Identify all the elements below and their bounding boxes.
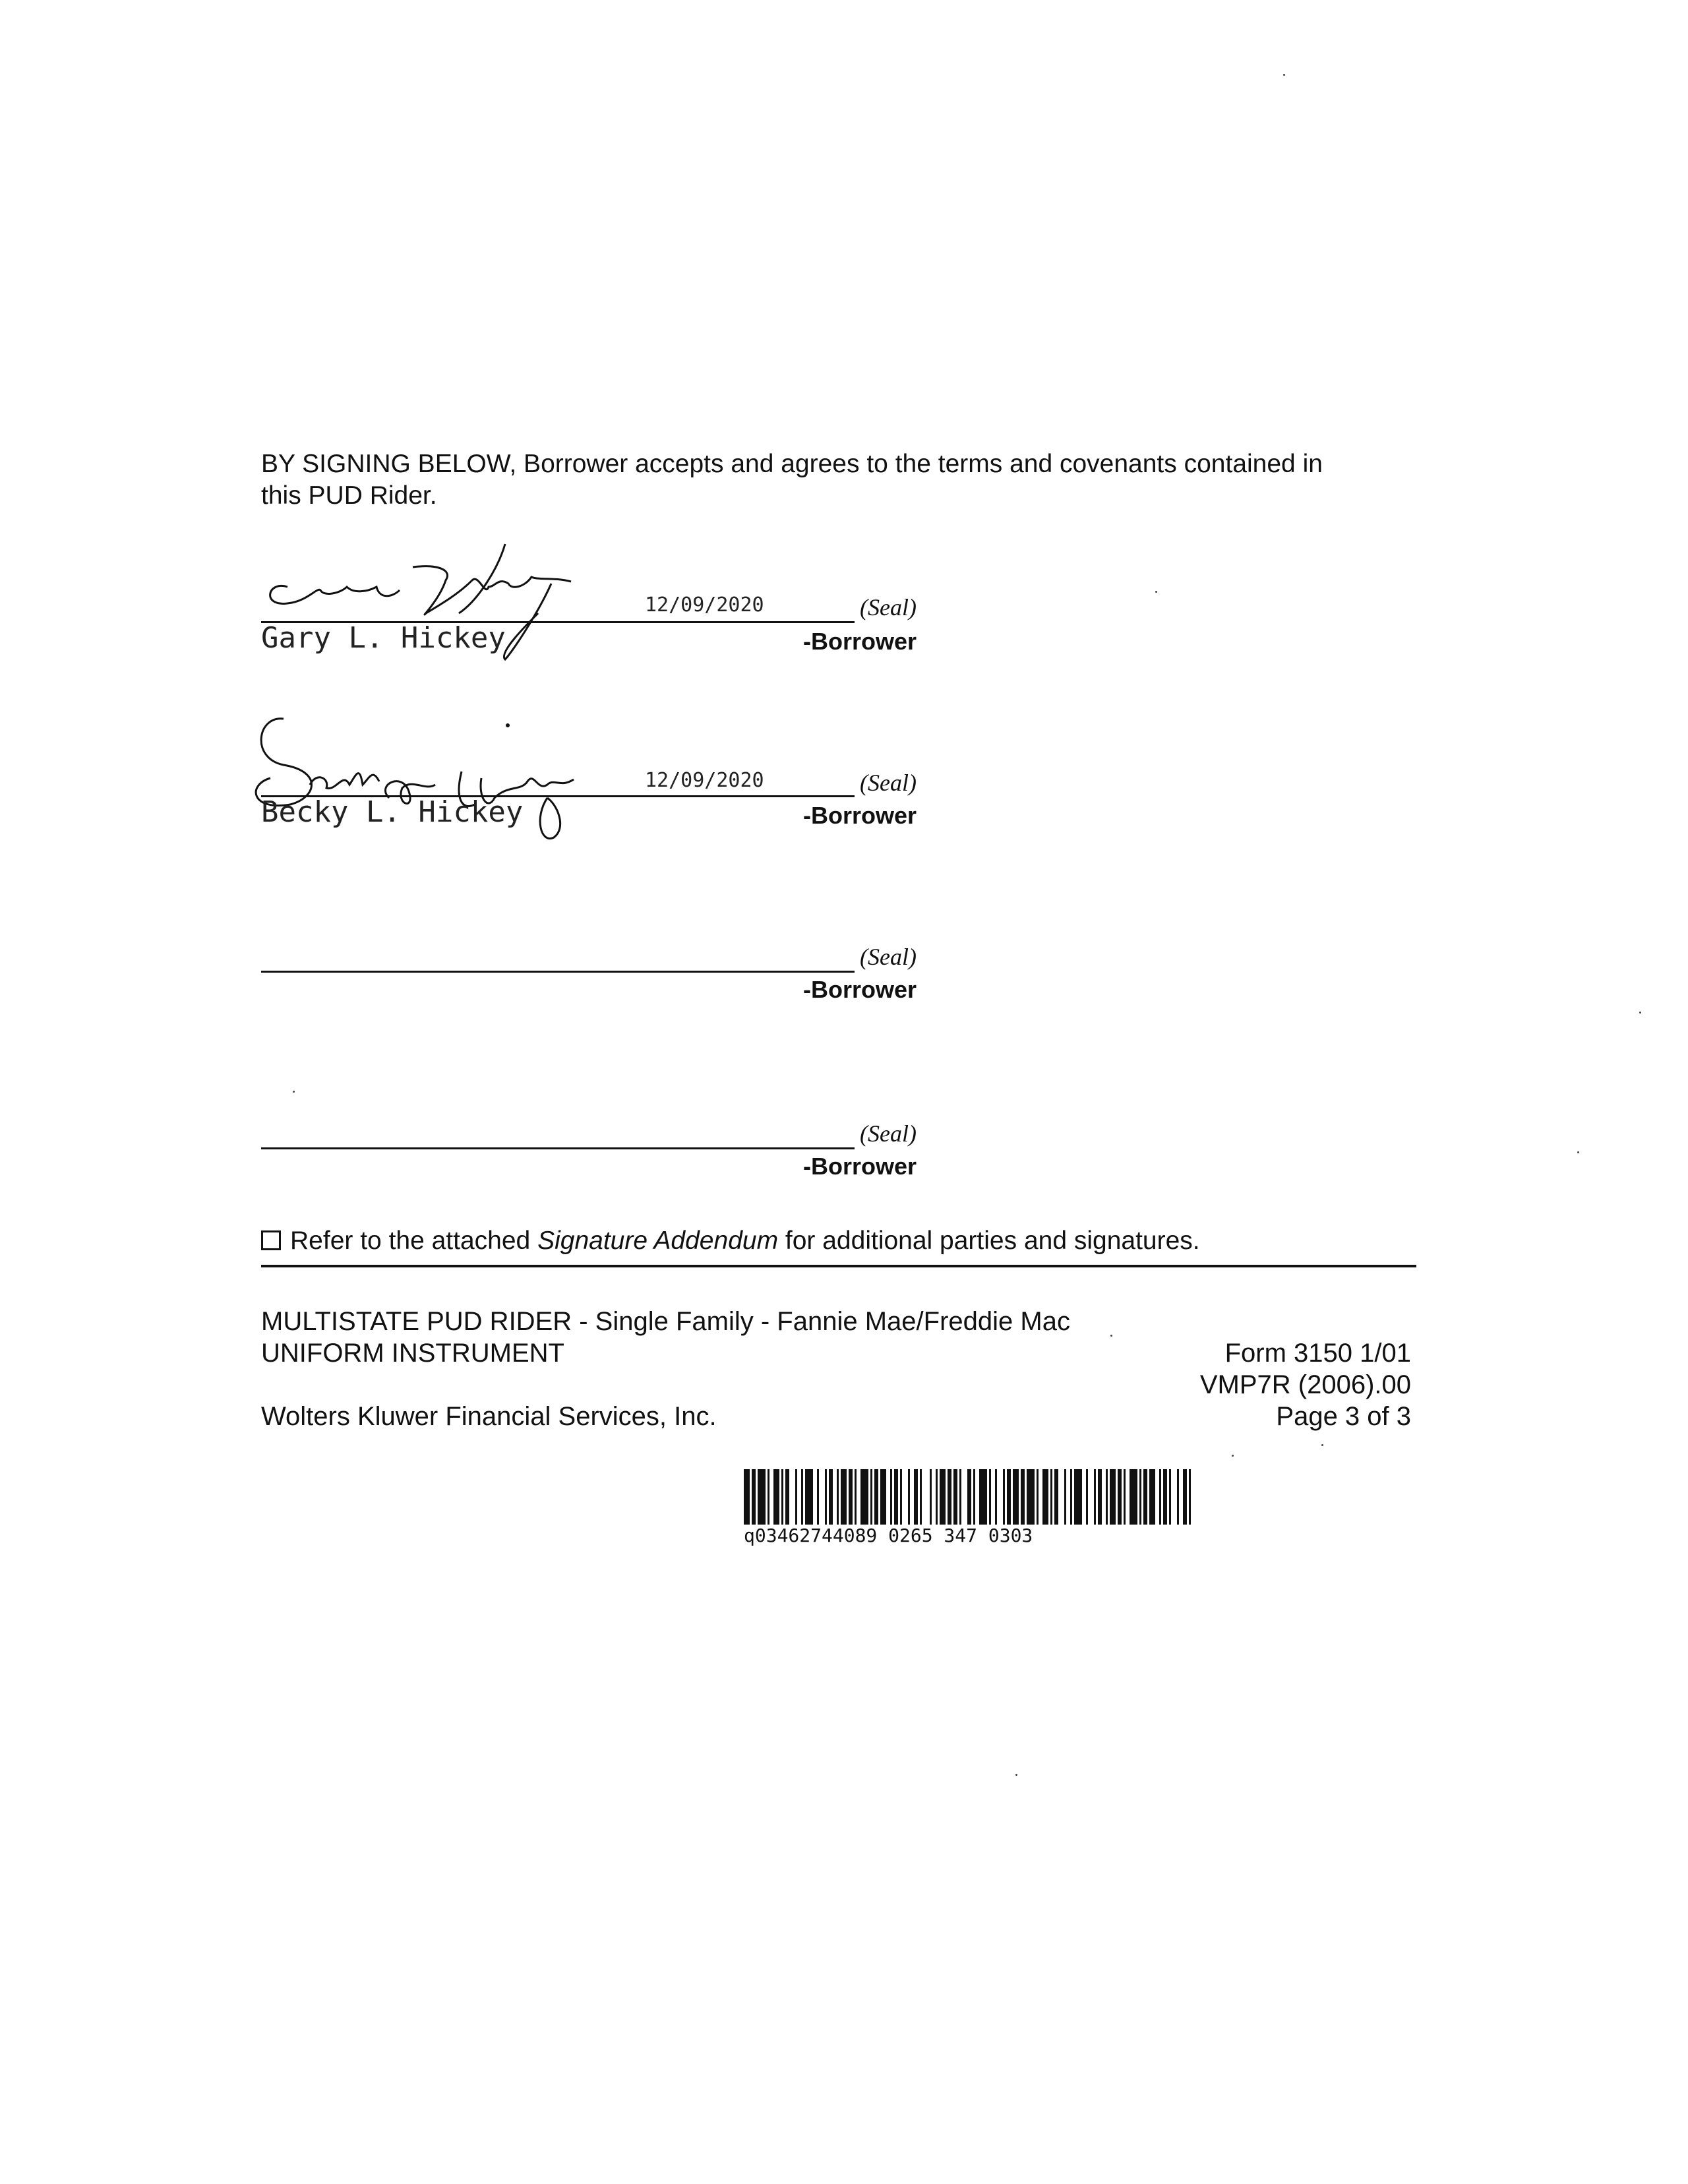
barcode-bar bbox=[948, 1469, 951, 1525]
barcode-bar bbox=[829, 1469, 833, 1525]
barcode-bar bbox=[890, 1469, 892, 1525]
signature-becky bbox=[244, 706, 640, 851]
barcode-bar bbox=[1139, 1469, 1141, 1525]
barcode-bar bbox=[785, 1469, 789, 1525]
barcode-bar bbox=[1007, 1469, 1011, 1525]
barcode-bar bbox=[849, 1469, 853, 1525]
barcode-bar bbox=[1124, 1469, 1126, 1525]
barcode-bar bbox=[973, 1469, 975, 1525]
footer-page: Page 3 of 3 bbox=[1276, 1402, 1411, 1431]
barcode-bar bbox=[752, 1469, 756, 1525]
barcode-bar bbox=[1027, 1469, 1035, 1525]
borrower-label-1: -Borrower bbox=[803, 628, 917, 655]
barcode-bar bbox=[920, 1469, 922, 1525]
scan-speck bbox=[1639, 1012, 1641, 1014]
addendum-suffix: for additional parties and signatures. bbox=[778, 1227, 1200, 1255]
barcode-bar bbox=[1183, 1469, 1187, 1525]
barcode-bar bbox=[959, 1469, 961, 1525]
barcode-bar bbox=[1074, 1469, 1082, 1525]
addendum-italic: Signature Addendum bbox=[537, 1227, 779, 1255]
barcode-bar bbox=[894, 1469, 898, 1525]
barcode bbox=[744, 1469, 1197, 1525]
scan-speck bbox=[1232, 1455, 1234, 1457]
borrower-label-2: -Borrower bbox=[803, 802, 917, 829]
barcode-bar bbox=[1086, 1469, 1088, 1525]
barcode-bar bbox=[1070, 1469, 1072, 1525]
barcode-bar bbox=[1064, 1469, 1066, 1525]
scan-speck bbox=[1577, 1151, 1579, 1153]
barcode-bar bbox=[989, 1469, 991, 1525]
barcode-bar bbox=[837, 1469, 839, 1525]
barcode-bar bbox=[825, 1469, 827, 1525]
addendum-prefix: Refer to the attached bbox=[290, 1227, 538, 1255]
scan-speck bbox=[1321, 1444, 1323, 1446]
printed-name-becky: Becky L. Hickey bbox=[261, 795, 524, 829]
barcode-bar bbox=[1037, 1469, 1039, 1525]
scan-speck bbox=[1283, 74, 1285, 76]
barcode-bar bbox=[874, 1469, 878, 1525]
scan-speck bbox=[1110, 1335, 1112, 1337]
signature-line-3 bbox=[261, 971, 855, 973]
barcode-bar bbox=[995, 1469, 997, 1525]
borrower-label-3: -Borrower bbox=[803, 976, 917, 1003]
footer-rule bbox=[261, 1265, 1416, 1267]
seal-label-1: (Seal) bbox=[860, 594, 917, 621]
barcode-bar bbox=[817, 1469, 819, 1525]
barcode-bar bbox=[758, 1469, 766, 1525]
barcode-bar bbox=[940, 1469, 946, 1525]
barcode-bar bbox=[744, 1469, 750, 1525]
barcode-bar bbox=[773, 1469, 779, 1525]
intro-line-2: this PUD Rider. bbox=[261, 481, 437, 510]
barcode-bar bbox=[841, 1469, 847, 1525]
barcode-bar bbox=[1159, 1469, 1161, 1525]
barcode-bar bbox=[860, 1469, 868, 1525]
printed-name-gary: Gary L. Hickey bbox=[261, 621, 506, 655]
barcode-bar bbox=[781, 1469, 783, 1525]
barcode-bar bbox=[801, 1469, 803, 1525]
barcode-number: q03462744089 0265 347 0303 bbox=[744, 1525, 1033, 1546]
signature-date-becky: 12/09/2020 bbox=[645, 769, 764, 792]
barcode-bar bbox=[1163, 1469, 1167, 1525]
borrower-label-4: -Borrower bbox=[803, 1153, 917, 1180]
barcode-bar bbox=[930, 1469, 932, 1525]
barcode-bar bbox=[1106, 1469, 1108, 1525]
footer-instrument: UNIFORM INSTRUMENT bbox=[261, 1339, 564, 1368]
barcode-bar bbox=[795, 1469, 797, 1525]
footer-title: MULTISTATE PUD RIDER - Single Family - Fannie Mae/Freddie Mac bbox=[261, 1307, 1070, 1336]
intro-line-1: BY SIGNING BELOW, Borrower accepts and agrees to the terms and covenants contained in bbox=[261, 450, 1323, 478]
barcode-bar bbox=[1003, 1469, 1005, 1525]
signature-line-1 bbox=[261, 621, 855, 623]
signature-date-gary: 12/09/2020 bbox=[645, 593, 764, 617]
barcode-bar bbox=[1054, 1469, 1058, 1525]
barcode-bar bbox=[1143, 1469, 1147, 1525]
seal-label-4: (Seal) bbox=[860, 1120, 917, 1147]
footer-publisher: Wolters Kluwer Financial Services, Inc. bbox=[261, 1402, 717, 1431]
barcode-bar bbox=[1013, 1469, 1019, 1525]
intro-text bbox=[261, 448, 1382, 512]
seal-label-2: (Seal) bbox=[860, 770, 917, 796]
signature-addendum-note bbox=[261, 1225, 1200, 1257]
barcode-bar bbox=[967, 1469, 971, 1525]
scan-speck bbox=[1015, 1774, 1017, 1776]
scan-speck bbox=[293, 1091, 295, 1093]
barcode-bar bbox=[1021, 1469, 1025, 1525]
barcode-bar bbox=[1149, 1469, 1155, 1525]
barcode-bar bbox=[908, 1469, 910, 1525]
barcode-bar bbox=[1110, 1469, 1116, 1525]
barcode-bar bbox=[855, 1469, 857, 1525]
signature-line-4 bbox=[261, 1147, 855, 1149]
barcode-bar bbox=[1094, 1469, 1096, 1525]
seal-label-3: (Seal) bbox=[860, 944, 917, 970]
signature-line-2 bbox=[261, 795, 855, 797]
barcode-bar bbox=[979, 1469, 987, 1525]
barcode-bar bbox=[870, 1469, 872, 1525]
footer-form: Form 3150 1/01 bbox=[1224, 1339, 1411, 1368]
barcode-bar bbox=[1130, 1469, 1137, 1525]
barcode-bar bbox=[1189, 1469, 1191, 1525]
scan-speck bbox=[1155, 591, 1157, 593]
barcode-bar bbox=[1042, 1469, 1048, 1525]
barcode-bar bbox=[1118, 1469, 1122, 1525]
barcode-bar bbox=[1177, 1469, 1179, 1525]
barcode-bar bbox=[953, 1469, 957, 1525]
addendum-checkbox[interactable] bbox=[261, 1230, 281, 1250]
barcode-bar bbox=[1169, 1469, 1171, 1525]
barcode-bar bbox=[880, 1469, 886, 1525]
barcode-bar bbox=[1050, 1469, 1052, 1525]
barcode-bar bbox=[900, 1469, 902, 1525]
barcode-bar bbox=[914, 1469, 918, 1525]
footer-vmp: VMP7R (2006).00 bbox=[1199, 1370, 1411, 1399]
barcode-bar bbox=[805, 1469, 813, 1525]
barcode-bar bbox=[1098, 1469, 1102, 1525]
barcode-bar bbox=[936, 1469, 938, 1525]
barcode-bar bbox=[768, 1469, 769, 1525]
